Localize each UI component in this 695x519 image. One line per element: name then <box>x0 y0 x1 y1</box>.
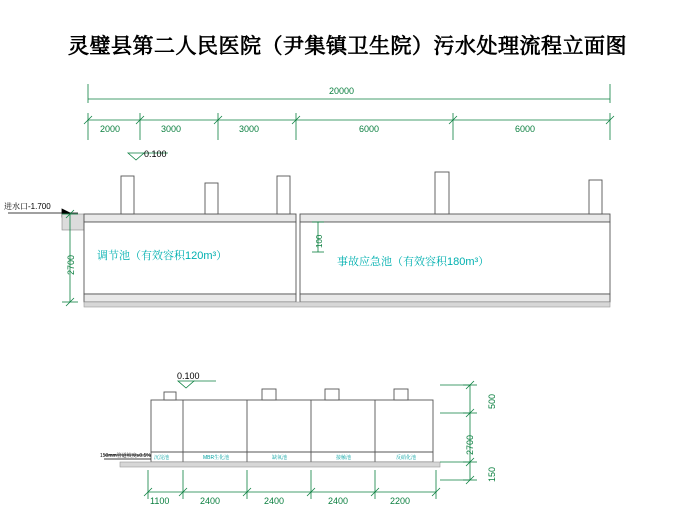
pool-label-emergency: 事故应急池（有效容积180m³） <box>337 256 490 268</box>
lower-right-dim-1: 500 <box>487 393 497 409</box>
lower-elevation-marker <box>178 381 216 388</box>
lower-dim-4: 2400 <box>328 496 349 506</box>
upper-elevation-label: 0.100 <box>144 149 167 159</box>
upper-seg-dim-5: 6000 <box>515 124 536 134</box>
lower-tank-body <box>151 400 433 462</box>
lower-dim-5: 2200 <box>390 496 411 506</box>
upper-inlet-marker <box>8 209 84 230</box>
lower-base-slab <box>120 462 440 467</box>
upper-height-dim-label: 2700 <box>66 254 76 275</box>
lower-right-dimension <box>440 381 477 484</box>
pool-label-adjust: 调节池（有效容积120m³） <box>97 250 228 262</box>
upper-seg-dim-4: 6000 <box>359 124 380 134</box>
lower-dimension-line <box>144 470 440 499</box>
lower-dim-2: 2400 <box>200 496 221 506</box>
lower-tank-label-1: 沉淀池 <box>154 455 170 461</box>
lower-dim-1: 1100 <box>150 496 170 506</box>
pipe-slope-label: 150mm管道坡度≥0.5% <box>100 453 151 459</box>
lower-tank-label-4: 接触池 <box>336 455 352 461</box>
lower-dim-3: 2400 <box>264 496 285 506</box>
upper-seg-dim-2: 3000 <box>161 124 182 134</box>
lower-riser-group <box>164 389 408 400</box>
inlet-label: 进水口-1.700 <box>4 202 51 211</box>
upper-base-slab <box>84 302 610 307</box>
lower-tank-label-2: MBR生化池 <box>203 455 230 461</box>
lower-tank-label-5: 反硝化池 <box>396 455 417 461</box>
page-title: 灵璧县第二人民医院（尹集镇卫生院）污水处理流程立面图 <box>68 34 627 58</box>
upper-seg-dim-1: 2000 <box>100 124 121 134</box>
upper-wall-dim-label: 100 <box>315 234 324 248</box>
lower-elevation-label: 0.100 <box>177 371 200 381</box>
lower-right-dim-3: 150 <box>487 466 497 482</box>
upper-seg-dim-3: 3000 <box>239 124 260 134</box>
upper-riser-group <box>121 172 602 214</box>
lower-right-dim-2: 2700 <box>465 434 475 455</box>
upper-total-dim-label: 20000 <box>329 86 355 96</box>
lower-tank-label-3: 缺氧池 <box>272 455 288 461</box>
